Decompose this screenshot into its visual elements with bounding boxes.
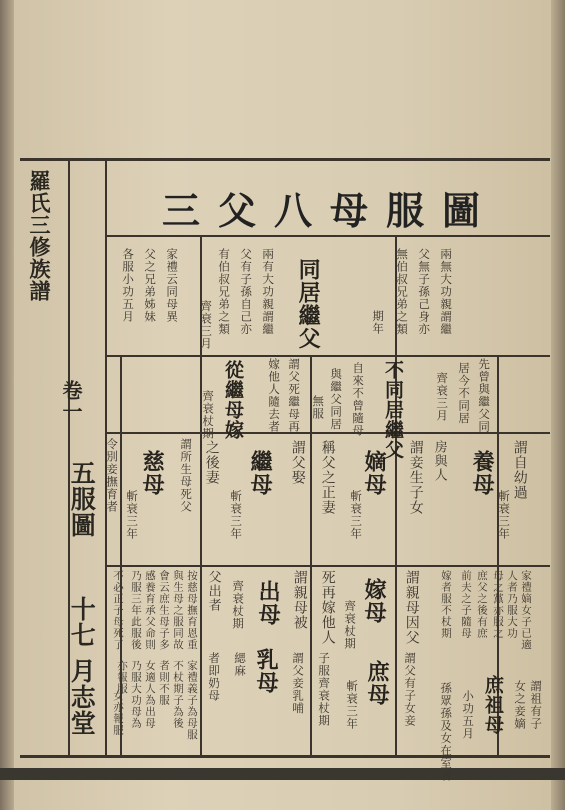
r2c1-period: 齊衰三月 [435, 372, 450, 422]
r1c3-note1: 家禮云同母異 [165, 248, 180, 323]
r1c1-period: 期年 [371, 310, 386, 335]
r1c1-note2: 父無子孫己身亦 [417, 248, 432, 336]
s3-note5: 乃服三年此服後 [130, 570, 143, 651]
b3-label: 謂父有子女妾 [403, 652, 418, 727]
r2c2-note1: 自來不曾隨母 [351, 362, 366, 437]
s5-note2: 女亦報服 [112, 690, 125, 736]
s3-note1: 按慈母撫育恩重 [186, 570, 199, 651]
m1-period: 斬衰三年 [497, 490, 512, 540]
s4-note4: 女適人為出母 [144, 660, 157, 729]
r2c3-note1: 謂父死繼母再 [287, 358, 302, 433]
m2-label: 謂妾生子女 [407, 440, 424, 515]
m4-period: 斬衰三年 [125, 490, 140, 540]
m4-note: 令別妾撫育者 [105, 438, 120, 513]
s2-note6: 嫁者服不杖期 [440, 570, 453, 639]
volume-label: 卷一 [59, 380, 83, 422]
r1c2-note1: 兩有大功親謂繼 [261, 248, 276, 336]
s2-note2: 人者乃服大功 [506, 570, 519, 639]
r1c2-title: 同居繼父 [295, 258, 322, 350]
b4-note: 者即奶母 [207, 652, 222, 702]
s3-note2: 與生母之服同故 [172, 570, 185, 651]
b2-note: 父出者 [205, 570, 221, 612]
m3-period: 斬衰三年 [229, 490, 244, 540]
s3-note4: 感養育承父命則 [144, 570, 157, 651]
m4-label: 謂所生母死父 [179, 438, 194, 513]
r2c2-title: 不同居繼父 [381, 360, 404, 460]
bottom-dark-bar [0, 768, 565, 780]
s3-note3: 會云庶生母子多 [158, 570, 171, 651]
running-title: 羅氏三修族譜 [27, 170, 53, 302]
s2-note3: 母之黨亦服之 [492, 570, 505, 639]
r1c1-note3: 無伯叔兄弟之類 [395, 248, 410, 336]
m3-note: 之後妻 [203, 440, 220, 485]
r2c2-period: 無服 [311, 395, 326, 420]
row-divider-3 [107, 565, 550, 567]
s2-note1: 家禮嫡女子已適 [520, 570, 533, 651]
b4-title: 乳母 [253, 648, 280, 694]
r1c2-note3: 有伯叔兄弟之類 [217, 248, 232, 336]
r1c3-note3: 各服小功五月 [121, 248, 136, 323]
m1-note: 房與人 [431, 440, 447, 482]
m3-label: 謂父娶 [289, 440, 306, 485]
r2c1-note1: 先曾與繼父同 [477, 358, 492, 433]
b1-note: 死再嫁他人 [319, 570, 336, 645]
m2-title: 嫡母 [361, 450, 388, 496]
b2-label: 謂親母被 [291, 570, 308, 630]
s1-period: 小功五月 [461, 690, 476, 740]
section-label: 五服圖 [67, 460, 97, 538]
m2-note: 稱父之正妻 [319, 440, 336, 515]
b3-title: 庶母 [364, 660, 391, 706]
s4-note6: 亦報服 [116, 660, 129, 695]
m3-title: 繼母 [247, 450, 274, 496]
r2c3-title: 從繼母嫁 [221, 360, 244, 440]
s2-note5: 前夫之子隨母 [460, 570, 473, 639]
r2c2-note2: 與繼父同居 [329, 368, 344, 431]
binding-edge [0, 0, 14, 810]
s1-label2: 女之妾嫡 [513, 680, 528, 730]
m4-title: 慈母 [139, 450, 166, 496]
bottom-border [20, 755, 550, 758]
b4-label: 謂父妾乳哺 [291, 652, 306, 715]
b4-period: 緦麻 [233, 652, 248, 677]
b2-period: 齊衰杖期 [231, 580, 246, 630]
m1-title: 養母 [469, 450, 496, 496]
s5-note1: 不必正子母死了 [112, 570, 125, 651]
s4-note5: 乃服大功母為 [130, 660, 143, 729]
s1-title: 庶祖母 [481, 675, 504, 735]
r2c1-note2: 居今不同居 [457, 362, 472, 425]
m1-label: 謂自幼過 [511, 440, 528, 500]
s1-note: 孫眾孫及女在室者 [439, 682, 454, 782]
top-border [20, 158, 550, 161]
m2-period: 斬衰三年 [349, 490, 364, 540]
s4-note1: 家禮義子為母服 [186, 660, 199, 741]
r1c2-period: 齊衰三月 [199, 300, 214, 350]
r2c3-note2: 嫁他人隨去者 [267, 358, 282, 433]
table-title: 三父八母服圖 [161, 188, 498, 233]
page-edge [551, 0, 565, 810]
b2-title: 出母 [255, 580, 282, 626]
page-number: 十七 [67, 596, 97, 648]
r2c3-period: 齊衰杖期 [201, 390, 216, 440]
b3-note: 子服齊衰杖期 [317, 652, 332, 727]
b3-period: 斬衰三年 [345, 680, 360, 730]
r1c3-note2: 父之兄弟姊妹 [143, 248, 158, 323]
s2-note4: 庶父之後有庶 [476, 570, 489, 639]
r1c1-note1: 兩無大功親謂繼 [439, 248, 454, 336]
s4-note2: 不杖期子為後 [172, 660, 185, 729]
hall-name: 月志堂 [67, 658, 97, 736]
b1-label: 謂親母因父 [403, 570, 420, 645]
title-underline [107, 235, 550, 237]
row-divider-1 [107, 355, 550, 357]
s1-label: 謂祖有子 [529, 680, 544, 730]
s4-note3: 者則不服 [158, 660, 171, 706]
b1-title: 嫁母 [361, 578, 388, 624]
r1c2-note2: 父有子孫自己亦 [239, 248, 254, 336]
b1-period: 齊衰杖期 [343, 600, 358, 650]
